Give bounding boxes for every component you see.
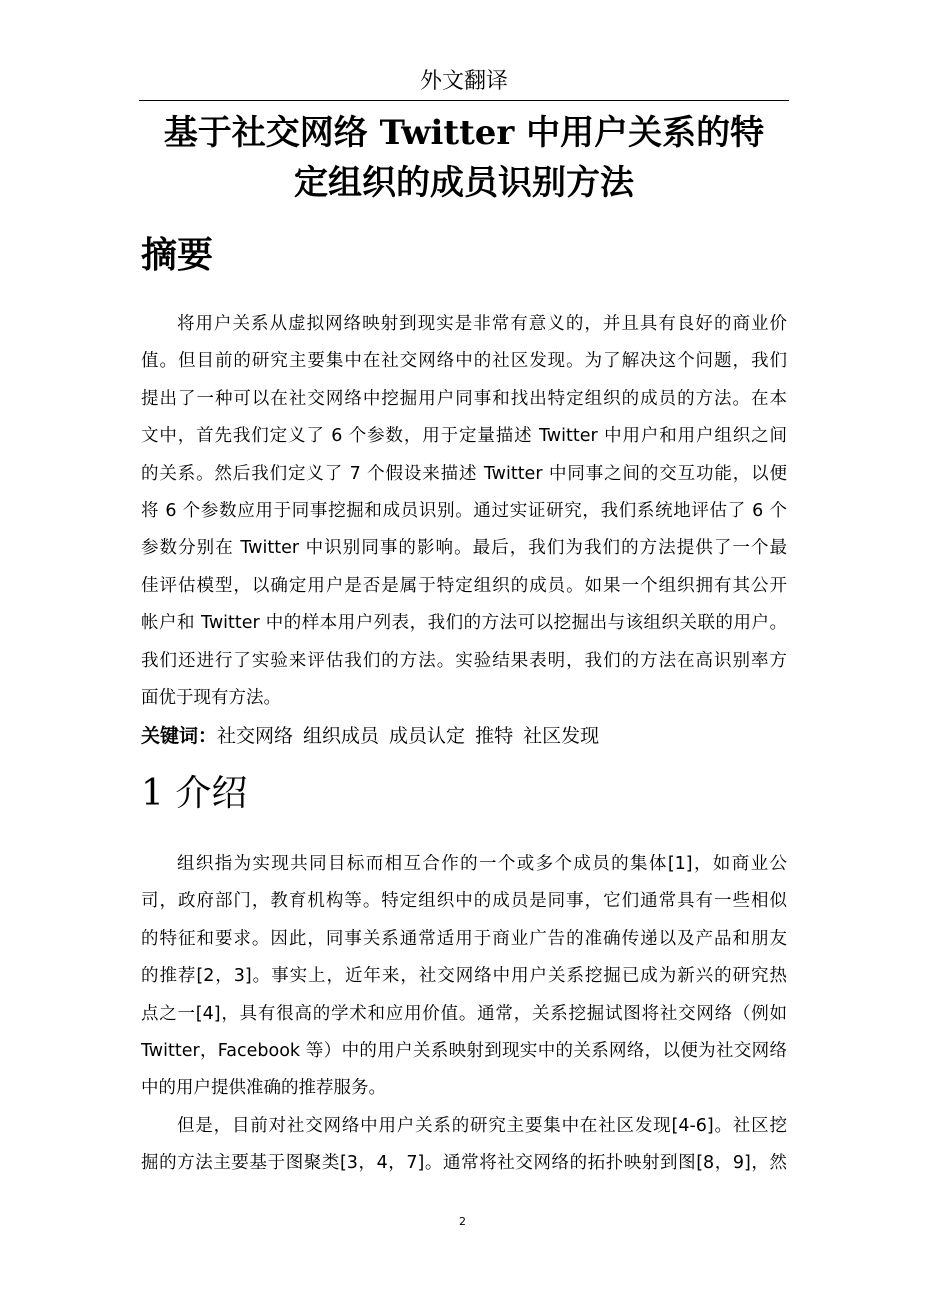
intro-line: 但是，目前对社交网络中用户关系的研究主要集中在社区发现[4-6]。社区挖	[177, 1116, 787, 1136]
abstract-paragraph	[141, 306, 787, 717]
abstract-line: 将用户关系从虚拟网络映射到现实是非常有意义的，并且具有良好的商业价	[177, 314, 787, 334]
intro-line: 组织指为实现共同目标而相互合作的一个或多个成员的集体[1]，如商业公	[177, 854, 787, 874]
abstract-line: 我们还进行了实验来评估我们的方法。实验结果表明，我们的方法在高识别率方	[141, 650, 787, 671]
keywords-line	[141, 718, 609, 754]
intro-paragraph-1	[141, 846, 787, 1108]
header-rule	[139, 100, 789, 101]
running-header: 外文翻译	[419, 69, 508, 94]
keyword: 社区发现	[523, 725, 600, 747]
intro-line: Twitter，Facebook 等）中的用户关系映射到现实中的关系网络，以便为社交网络	[141, 1040, 787, 1061]
keyword: 推特	[475, 725, 514, 747]
abstract-line: 将 6 个参数应用于同事挖掘和成员识别。通过实证研究，我们系统地评估了 6 个	[141, 500, 787, 521]
intro-line: 掘的方法主要基于图聚类[3，4，7]。通常将社交网络的拓扑映射到图[8，9]，然	[141, 1153, 787, 1174]
intro-line: 中的用户提供准确的推荐服务。	[141, 1078, 386, 1099]
abstract-line: 提出了一种可以在社交网络中挖掘用户同事和找出特定组织的成员的方法。在本	[141, 388, 787, 409]
page-number: 2	[459, 1215, 466, 1228]
intro-line: 点之一[4]，具有很高的学术和应用价值。通常，关系挖掘试图将社交网络（例如	[141, 1003, 787, 1024]
abstract-heading: 摘要	[141, 234, 214, 276]
keyword: 社交网络	[217, 725, 294, 747]
intro-line: 的推荐[2，3]。事实上，近年来，社交网络中用户关系挖掘已成为新兴的研究热	[141, 966, 787, 987]
paper-title	[139, 108, 789, 208]
title-line-1: 基于社交网络 Twitter 中用户关系的特	[163, 113, 765, 153]
abstract-line: 的关系。然后我们定义了 7 个假设来描述 Twitter 中同事之间的交互功能，以便	[141, 463, 787, 484]
keyword: 成员认定	[389, 725, 466, 747]
abstract-line: 佳评估模型，以确定用户是否是属于特定组织的成员。如果一个组织拥有其公开	[141, 575, 787, 596]
intro-heading: 1 介绍	[141, 773, 248, 814]
intro-line: 的特征和要求。因此，同事关系通常适用于商业广告的准确传递以及产品和朋友	[141, 928, 787, 949]
keywords-label: 关键词：	[141, 725, 218, 747]
intro-paragraph-2	[141, 1108, 787, 1183]
abstract-line: 帐户和 Twitter 中的样本用户列表，我们的方法可以挖掘出与该组织关联的用户。	[141, 613, 787, 634]
abstract-line: 值。但目前的研究主要集中在社交网络中的社区发现。为了解决这个问题，我们	[141, 351, 787, 372]
keyword: 组织成员	[303, 725, 380, 747]
title-line-2: 定组织的成员识别方法	[294, 163, 634, 203]
abstract-line: 面优于现有方法。	[141, 687, 281, 708]
abstract-line: 文中，首先我们定义了 6 个参数，用于定量描述 Twitter 中用户和用户组织之间	[141, 426, 787, 447]
intro-line: 司，政府部门，教育机构等。特定组织中的成员是同事，它们通常具有一些相似	[141, 891, 787, 912]
abstract-line: 参数分别在 Twitter 中识别同事的影响。最后，我们为我们的方法提供了一个最	[141, 538, 787, 559]
